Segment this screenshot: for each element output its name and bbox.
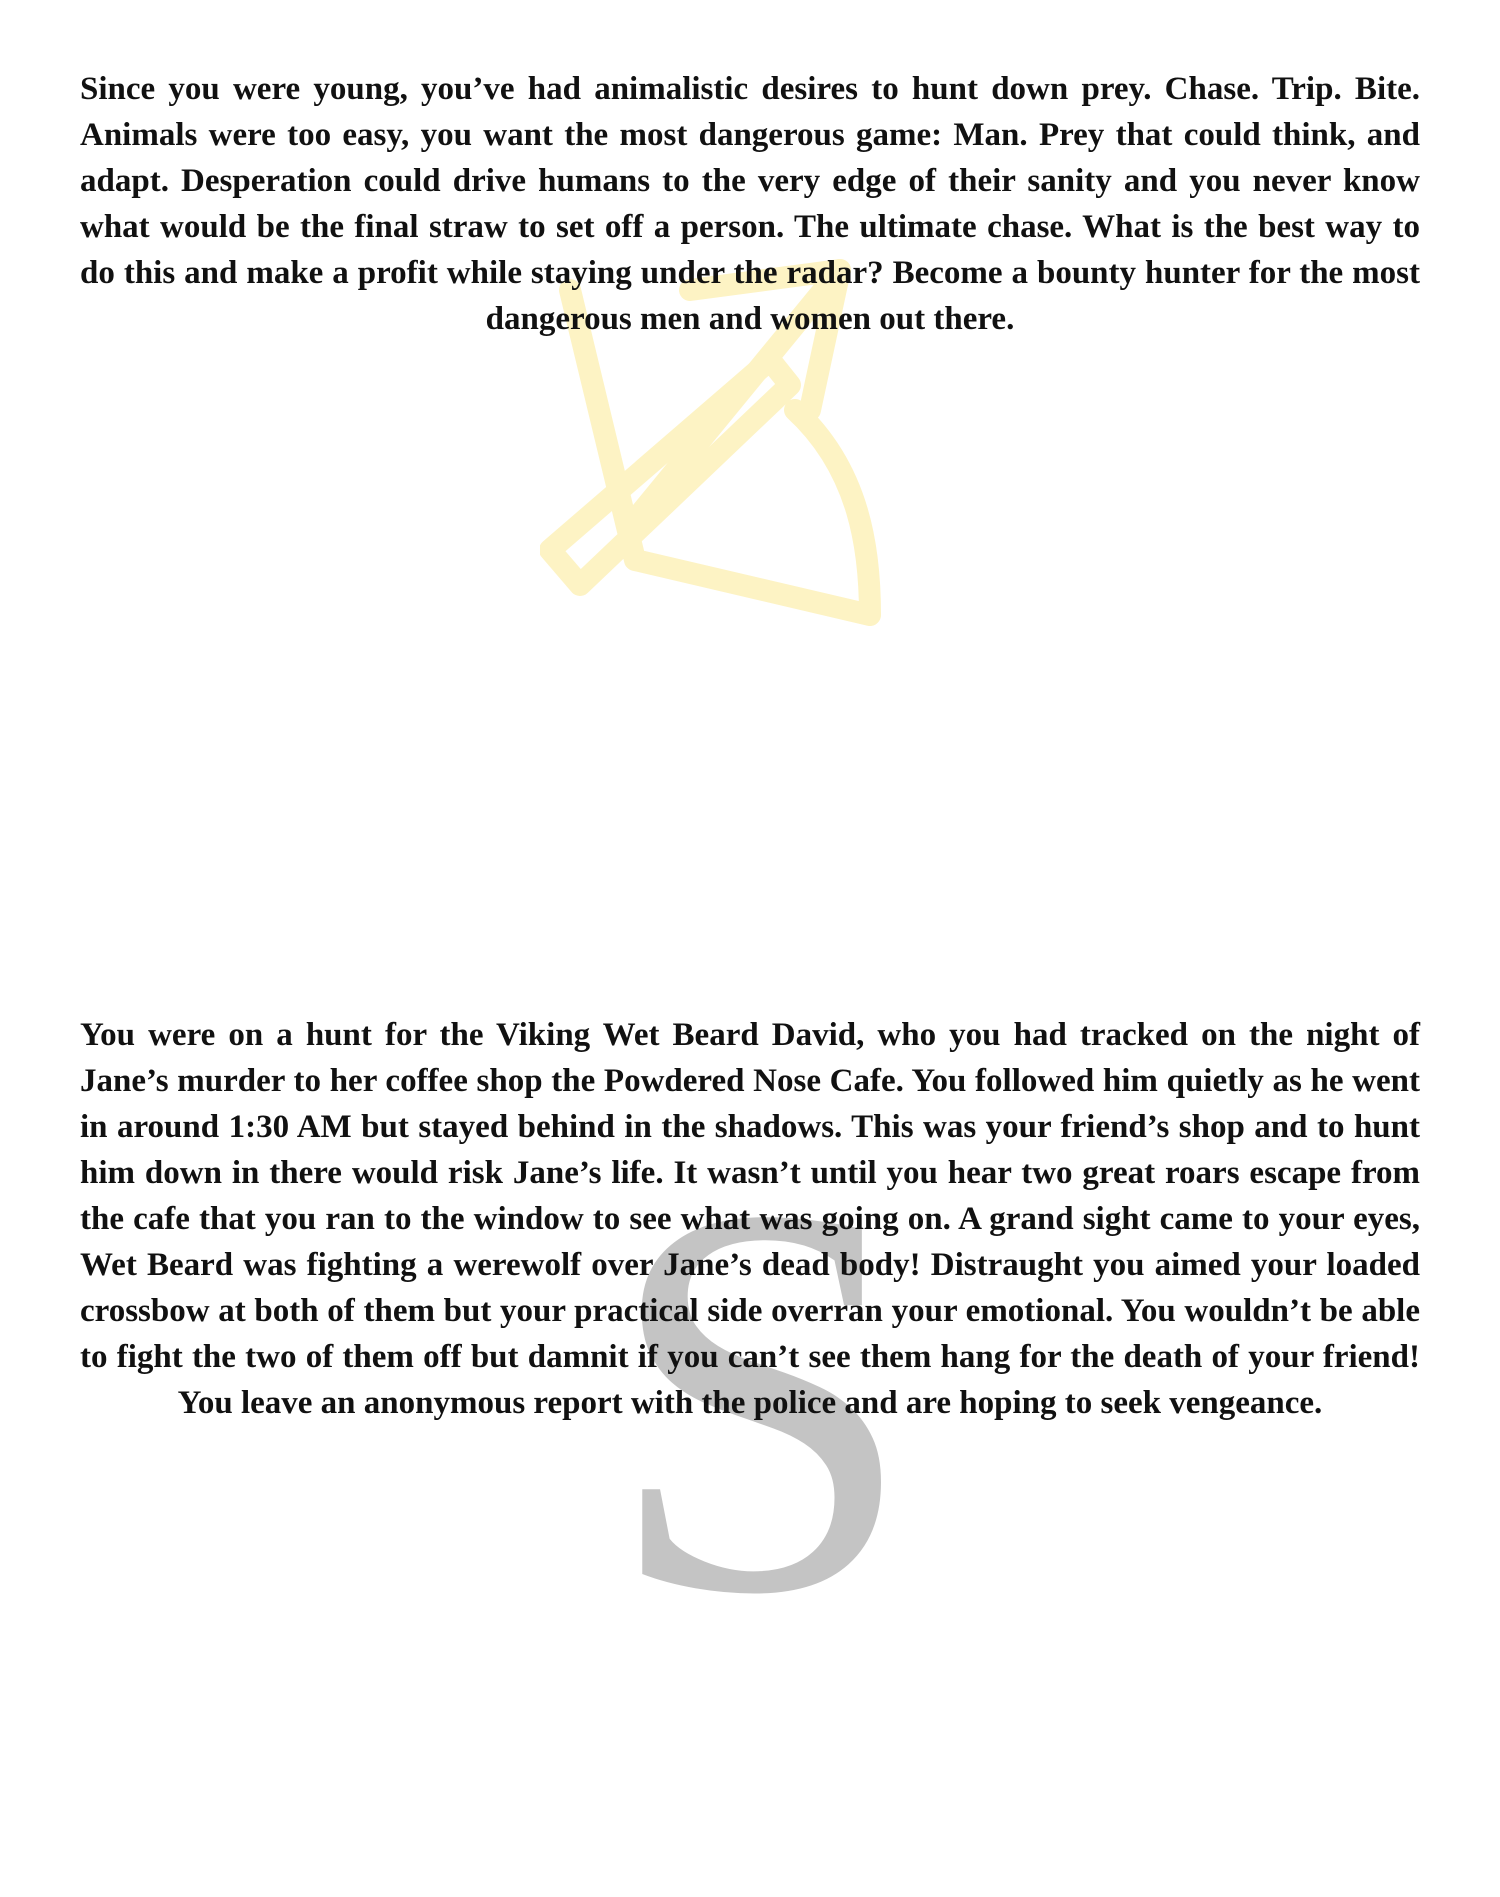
story-paragraph: You were on a hunt for the Viking Wet Beard David, who you had tracked on the night of Jane’s murder to her coffee shop the Powdered Nose Cafe. You followed him quietly as he went in around 1:30 AM but stayed behind in the shadows. This was your friend’s shop and to hunt him down in there would risk Jane’s life. It wasn’t until you hear two great roars escape from the cafe that you ran to the window to see what was going on. A grand sight came to your eyes, Wet Beard was fighting a werewolf over Jane’s dead body! Distraught you aimed your loaded crossbow at both of them but your practical side overran your emotional. You wouldn’t be able to fight the two of them off but damnit if you can’t see them hang for the death of your friend! You leave an anonymous report with the police and are hoping to seek vengeance. xyxy=(80,1017,1420,1421)
watermark-letter: S xyxy=(604,1090,916,1710)
intro-paragraph: Since you were young, you’ve had animalistic desires to hunt down prey. Chase. Trip. Bite. Animals were too easy, you want the most dangerous game: Man. Prey that could think, and adapt. Desperation could drive humans to the very edge of their sanity and you never know what would be the final straw to set off a person. The ultimate chase. What is the best way to do this and make a profit while staying under the radar? Become a bounty hunter for the most dangerous men and women out there. xyxy=(80,71,1420,337)
